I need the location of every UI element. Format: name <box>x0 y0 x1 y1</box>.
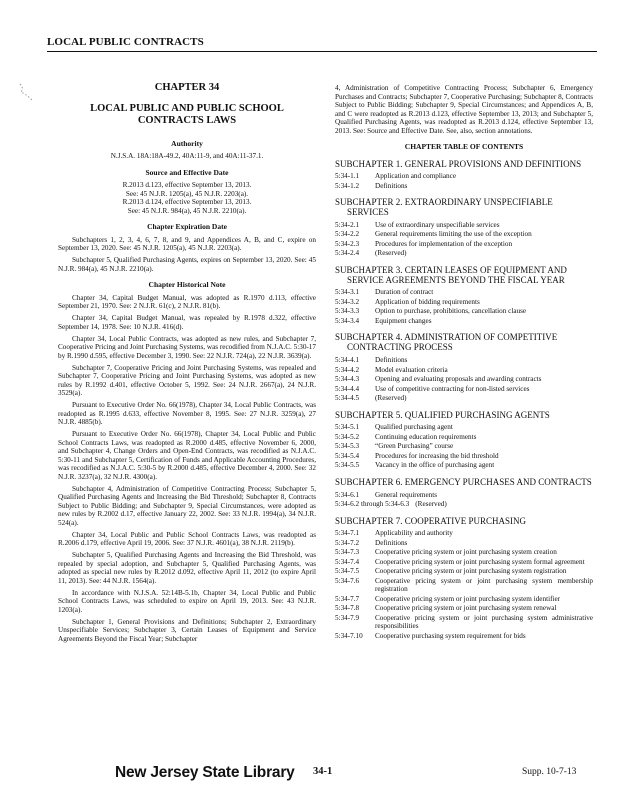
section-title: Cooperative pricing system or joint purchasing system identifier <box>375 594 561 603</box>
toc-entry <box>335 356 593 365</box>
source-line: See: 45 N.J.R. 1205(a), 45 N.J.R. 2203(a). <box>125 189 249 198</box>
running-head: LOCAL PUBLIC CONTRACTS <box>47 36 204 48</box>
toc-entry <box>335 461 593 470</box>
section-title: Procedures for increasing the bid threshold <box>375 451 499 460</box>
section-title: Definitions <box>375 181 408 190</box>
section-title: Cooperative pricing system or joint purchasing system creation <box>375 548 557 557</box>
authority-text: N.J.S.A. 18A:18A-49.2, 40A:11-9, and 40A:11-37.1. <box>110 152 264 160</box>
toc-entry <box>335 172 593 181</box>
history-paragraph: Subchapter 7, Cooperative Pricing and Joint Purchasing Systems, was repealed and Subchapter 7, Cooperative Pricing and Joint Purchasing Systems, was adopted as new rules by R.1992 d.401, effective October 5, 1992. See: 24 N.J.R. 2667(a), 24 N.J.R. 3529(a). <box>58 363 316 397</box>
history-paragraph: Chapter 34, Local Public and Public School Contracts Laws, was readopted as R.2006 d.179, effective April 19, 2006. See: 37 N.J.R. 4601(a), 38 N.J.R. 2119(b). <box>58 530 316 547</box>
history-paragraph: Subchapter 4, Administration of Competitive Contracting Process; Subchapter 5, Qualified Purchasing Agents and Increasing the Bid Threshold; Subchapter 8, Contracts Subject to Public Bidding; and Subchapter 9, Special Circumstances, were adopted as new rules by R.2002 d.17, effective January 22, 2002. See: 33 N.J.R. 1994(a), 34 N.J.R. 524(a). <box>58 484 316 527</box>
toc-entry <box>335 249 593 258</box>
section-number: 5:34-2.2 <box>335 230 360 239</box>
section-number: 5:34-7.5 <box>335 567 360 576</box>
section-title: Definitions <box>375 538 408 547</box>
section-number: 5:34-5.3 <box>335 442 360 451</box>
section-number: 5:34-7.10 <box>335 631 363 640</box>
subchapter-heading: SUBCHAPTER 6. EMERGENCY PURCHASES AND CONTRACTS <box>335 476 592 487</box>
history-paragraph: Subchapter 5, Qualified Purchasing Agents and Increasing the Bid Threshold, was repealed by special adoption, and Subchapter 5, Qualified Purchasing Agents, was adopted as special new rules by R.2012 d.092, effective April 11, 2012 (to expire April 11, 2013). See: 44 N.J.R. 1564(a). <box>58 551 316 585</box>
section-number: 5:34-7.7 <box>335 594 360 603</box>
section-title: Option to purchase, prohibitions, cancellation clause <box>375 307 527 316</box>
section-number: 5:34-7.8 <box>335 604 360 613</box>
section-number: 5:34-4.1 <box>335 356 360 365</box>
history-heading: Chapter Historical Note <box>148 280 226 289</box>
section-number: 5:34-7.3 <box>335 548 360 557</box>
section-number: 5:34-6.1 <box>335 490 360 499</box>
section-number: 5:34-6.2 through 5:34-6.3 <box>335 500 410 509</box>
section-number: 5:34-4.2 <box>335 365 360 374</box>
section-title: Cooperative pricing system or joint purchasing system membership registration <box>375 576 593 594</box>
library-watermark: New Jersey State Library <box>115 764 295 781</box>
toc-entry <box>335 366 593 375</box>
toc-entry <box>335 307 593 316</box>
toc-entry <box>335 394 593 403</box>
section-title: (Reserved) <box>375 249 407 258</box>
toc-entry <box>335 423 593 432</box>
expiration-paragraph: Subchapter 5, Qualified Purchasing Agents, expires on September 13, 2020. See: 45 N.J.R. 984(a), 45 N.J.R. 2210(a). <box>58 256 316 273</box>
section-title: Opening and evaluating proposals and awarding contracts <box>375 375 542 384</box>
section-number: 5:34-5.5 <box>335 461 360 470</box>
toc-entry <box>335 230 593 239</box>
source-line: R.2013 d.124, effective September 13, 2013. <box>122 198 252 206</box>
header-rule <box>47 51 597 52</box>
section-number: 5:34-5.2 <box>335 432 360 441</box>
section-title: Duration of contract <box>375 288 434 297</box>
section-title: Application and compliance <box>375 172 457 181</box>
section-number: 5:34-3.3 <box>335 307 360 316</box>
toc-entry <box>335 539 593 548</box>
toc-entry <box>335 442 593 451</box>
margin-mark <box>18 82 36 102</box>
expiration-paragraph: Subchapters 1, 2, 3, 4, 6, 7, 8, and 9, and Appendices A, B, and C, expire on September 13, 2020. See: 45 N.J.R. 1205(a), 45 N.J.R. 2203(a). <box>58 235 316 252</box>
section-title: Cooperative purchasing system requirement for bids <box>375 631 526 640</box>
toc-entry <box>335 614 593 631</box>
toc-entry <box>335 567 593 576</box>
section-number: 5:34-1.1 <box>335 172 360 181</box>
subchapter-heading: SUBCHAPTER 3. CERTAIN LEASES OF EQUIPMENT AND SERVICE AGREEMENTS BEYOND THE FISCAL YEAR <box>335 264 567 285</box>
section-number: 5:34-2.4 <box>335 249 360 258</box>
supplement-date: Supp. 10-7-13 <box>522 767 577 777</box>
history-paragraph: Pursuant to Executive Order No. 66(1978), Chapter 34, Local Public Contracts, was readopted as R.1995 d.633, effective November 8, 1995. See: 27 N.J.R. 3259(a), 27 N.J.R. 4885(b). <box>58 401 316 426</box>
section-number: 5:34-7.9 <box>335 613 360 622</box>
section-title: Cooperative pricing system or joint purchasing system renewal <box>375 604 557 613</box>
expiration-heading: Chapter Expiration Date <box>147 222 227 231</box>
toc-entry <box>335 595 593 604</box>
section-title: Cooperative pricing system or joint purchasing system registration <box>375 567 567 576</box>
left-column <box>58 84 316 647</box>
section-number: 5:34-7.2 <box>335 538 360 547</box>
history-paragraph: Chapter 34, Capital Budget Manual, was repealed by R.1978 d.322, effective September 14, 1978. See: 10 N.J.R. 416(d). <box>58 314 316 331</box>
section-number: 5:34-5.4 <box>335 451 360 460</box>
section-title: Continuing education requirements <box>375 432 477 441</box>
section-number: 5:34-4.5 <box>335 394 360 403</box>
history-paragraph: Chapter 34, Local Public Contracts, was adopted as new rules, and Subchapter 7, Cooperative Pricing and Joint Purchasing Systems, was recodified from N.J.A.C. 5:30-17 by R.1990 d.595, effective December 3, 1990. See: 22 N.J.R. 724(a), 22 N.J.R. 3639(a). <box>58 334 316 360</box>
toc-entry <box>335 604 593 613</box>
section-number: 5:34-2.1 <box>335 220 360 229</box>
history-continuation: 4, Administration of Competitive Contracting Process; Subchapter 6, Emergency Purchases and Contracts; Subchapter 7, Cooperative Purchasing; Subchapter 8, Contracts Subject to Public Bidding; Subchapter 9, Special Circumstances; and Appendices A, B, and C were readopted as R.2013 d.123, effective September 13, 2013; and Subchapter 5, Qualified Purchasing Agents, was readopted as R.2013 d.124, effective September 13, 2013. See: Source and Effective Date. See, also, section annotations. <box>335 84 593 135</box>
subchapter-heading: SUBCHAPTER 7. COOPERATIVE PURCHASING <box>335 515 527 526</box>
section-title: Procedures for implementation of the exception <box>375 239 513 248</box>
section-title: Use of competitive contracting for non-listed services <box>375 384 530 393</box>
table-of-contents <box>335 160 593 641</box>
history-paragraph: Subchapter 1, General Provisions and Definitions; Subchapter 2, Extraordinary Unspecifiable Services; Subchapter 3, Certain Leases of Equipment and Service Agreements Beyond the Fiscal Year; Subchapter <box>58 617 316 643</box>
toc-entry <box>335 221 593 230</box>
section-title: (Reserved) <box>375 394 407 403</box>
toc-entry <box>335 375 593 384</box>
toc-entry <box>335 433 593 442</box>
section-number: 5:34-7.4 <box>335 557 360 566</box>
toc-entry <box>335 548 593 557</box>
chapter-title: LOCAL PUBLIC AND PUBLIC SCHOOL CONTRACTS LAWS <box>90 102 284 126</box>
section-number: 5:34-2.3 <box>335 239 360 248</box>
section-number: 5:34-1.2 <box>335 181 360 190</box>
section-title: General requirements limiting the use of the exception <box>375 230 532 239</box>
subchapter-heading: SUBCHAPTER 4. ADMINISTRATION OF COMPETITIVE CONTRACTING PROCESS <box>335 332 558 353</box>
section-number: 5:34-3.1 <box>335 288 360 297</box>
toc-entry <box>335 529 593 538</box>
section-title: Vacancy in the office of purchasing agent <box>375 461 495 470</box>
section-title: Application of bidding requirements <box>375 297 480 306</box>
toc-entry <box>335 491 593 500</box>
section-title: Use of extraordinary unspecifiable services <box>375 220 500 229</box>
source-line: See: 45 N.J.R. 984(a), 45 N.J.R. 2210(a). <box>127 206 247 215</box>
authority-heading: Authority <box>171 138 203 148</box>
section-title: Cooperative pricing system or joint purchasing system administrative responsibilities <box>375 613 593 631</box>
toc-entry <box>335 317 593 326</box>
toc-entry <box>335 577 593 594</box>
toc-entry <box>335 182 593 191</box>
history-paragraph: Pursuant to Executive Order No. 66(1978), Chapter 34, Local Public and Public School Contracts Laws, was readopted as R.2000 d.485, effective November 6, 2000, and Subchapter 4, Change Orders and Open-End Contracts, was recodified as N.J.A.C. 5:30-11 and Subchapter 5, Certification of Funds and Applicable Accounting Procedures, was recodified as N.J.A.C. 5:30-5 by R.2000 d.485, effective December 4, 2000. See: 32 N.J.R. 3237(a), 32 N.J.R. 4300(a). <box>58 430 316 481</box>
section-number: 5:34-3.4 <box>335 316 360 325</box>
section-title: Model evaluation criteria <box>375 365 448 374</box>
toc-entry <box>335 288 593 297</box>
section-title: (Reserved) <box>415 500 447 509</box>
chapter-number: CHAPTER 34 <box>154 82 220 93</box>
section-number: 5:34-7.1 <box>335 529 360 538</box>
section-number: 5:34-5.1 <box>335 423 360 432</box>
section-title: Applicability and authority <box>375 529 453 538</box>
right-column <box>335 84 593 641</box>
section-title: Qualified purchasing agent <box>375 423 453 432</box>
source-line: R.2013 d.123, effective September 13, 2013. <box>122 181 252 189</box>
toc-entry <box>335 298 593 307</box>
section-title: Cooperative pricing system or joint purchasing system formal agreement <box>375 557 585 566</box>
section-title: General requirements <box>375 490 438 499</box>
subchapter-heading: SUBCHAPTER 2. EXTRAORDINARY UNSPECIFIABLE SERVICES <box>335 197 553 218</box>
toc-entry <box>335 500 593 509</box>
toc-entry <box>335 558 593 567</box>
section-title: “Green Purchasing” course <box>375 442 454 451</box>
source-heading: Source and Effective Date <box>145 167 229 177</box>
toc-entry <box>335 632 593 641</box>
toc-entry <box>335 240 593 249</box>
history-paragraph: Chapter 34, Capital Budget Manual, was adopted as R.1970 d.113, effective September 21, 1970. See: 2 N.J.R. 61(c), 2 N.J.R. 81(b). <box>58 293 316 310</box>
toc-entry <box>335 385 593 394</box>
subchapter-heading: SUBCHAPTER 1. GENERAL PROVISIONS AND DEFINITIONS <box>335 158 582 169</box>
section-title: Definitions <box>375 356 408 365</box>
section-number: 5:34-7.6 <box>335 576 360 585</box>
section-number: 5:34-4.3 <box>335 375 360 384</box>
section-number: 5:34-4.4 <box>335 384 360 393</box>
page-number: 34-1 <box>313 766 333 777</box>
subchapter-heading: SUBCHAPTER 5. QUALIFIED PURCHASING AGENTS <box>335 409 550 420</box>
history-paragraph: In accordance with N.J.S.A. 52:14B-5.1b, Chapter 34, Local Public and Public School Contracts Laws, was scheduled to expire on April 19, 2013. See: 43 N.J.R. 1203(a). <box>58 588 316 614</box>
toc-entry <box>335 452 593 461</box>
section-number: 5:34-3.2 <box>335 297 360 306</box>
toc-heading: CHAPTER TABLE OF CONTENTS <box>404 142 524 151</box>
section-title: Equipment changes <box>375 316 432 325</box>
